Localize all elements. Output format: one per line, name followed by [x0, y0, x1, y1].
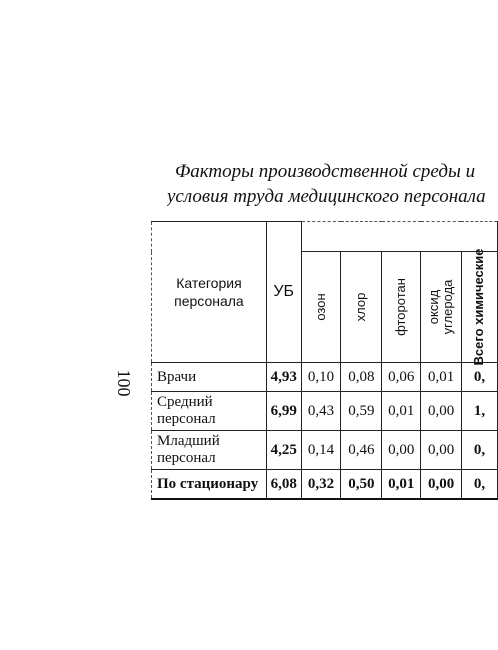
cell-carbon-oxide: 0,00: [421, 470, 462, 500]
table-title-line-1: Факторы производственной среды и: [175, 161, 476, 182]
cell-ozone: 0,43: [301, 392, 341, 431]
data-table: [151, 221, 498, 500]
cell-carbon-oxide: 0,01: [421, 363, 462, 392]
cell-total: 0,: [461, 431, 497, 470]
row-category: Младший персонал: [152, 431, 267, 470]
cell-chlorine: 0,59: [341, 392, 382, 431]
row-category: Средний персонал: [152, 392, 267, 431]
table-row: [152, 363, 498, 392]
cell-total: 1,: [461, 392, 497, 431]
cell-ftorotan: 0,00: [382, 431, 421, 470]
cell-ozone: 0,14: [301, 431, 341, 470]
header-group: [301, 222, 497, 252]
header-ub: УБ: [266, 222, 301, 363]
cell-total: 0,: [461, 470, 497, 500]
cell-chlorine: 0,08: [341, 363, 382, 392]
cell-ozone: 0,10: [301, 363, 341, 392]
cell-ub: 6,08: [266, 470, 301, 500]
cell-ftorotan: 0,01: [382, 392, 421, 431]
cell-ozone: 0,32: [301, 470, 341, 500]
cell-ub: 4,93: [266, 363, 301, 392]
cell-ub: 6,99: [266, 392, 301, 431]
cell-total: 0,: [461, 363, 497, 392]
header-category: Категория персонала: [152, 222, 267, 363]
cell-carbon-oxide: 0,00: [421, 392, 462, 431]
row-category: Врачи: [152, 363, 267, 392]
cell-ftorotan: 0,06: [382, 363, 421, 392]
table-row-total: [152, 470, 498, 500]
header-chlorine: хлор: [341, 252, 382, 363]
header-carbon-oxide: оксид углерода: [421, 252, 462, 363]
cell-ftorotan: 0,01: [382, 470, 421, 500]
table-row: [152, 392, 498, 431]
cell-chlorine: 0,46: [341, 431, 382, 470]
table-row: [152, 431, 498, 470]
cell-ub: 4,25: [266, 431, 301, 470]
table-title-line-2: условия труда медицинского персонала: [167, 186, 486, 207]
header-ozone: озон: [301, 252, 341, 363]
cell-carbon-oxide: 0,00: [421, 431, 462, 470]
data-table-container: [151, 221, 498, 505]
cell-chlorine: 0,50: [341, 470, 382, 500]
page-number: 100: [114, 369, 134, 397]
row-category: По стационару: [152, 470, 267, 500]
header-total-chemical: Всего химические: [461, 252, 497, 363]
header-ftorotan: фторотан: [382, 252, 421, 363]
